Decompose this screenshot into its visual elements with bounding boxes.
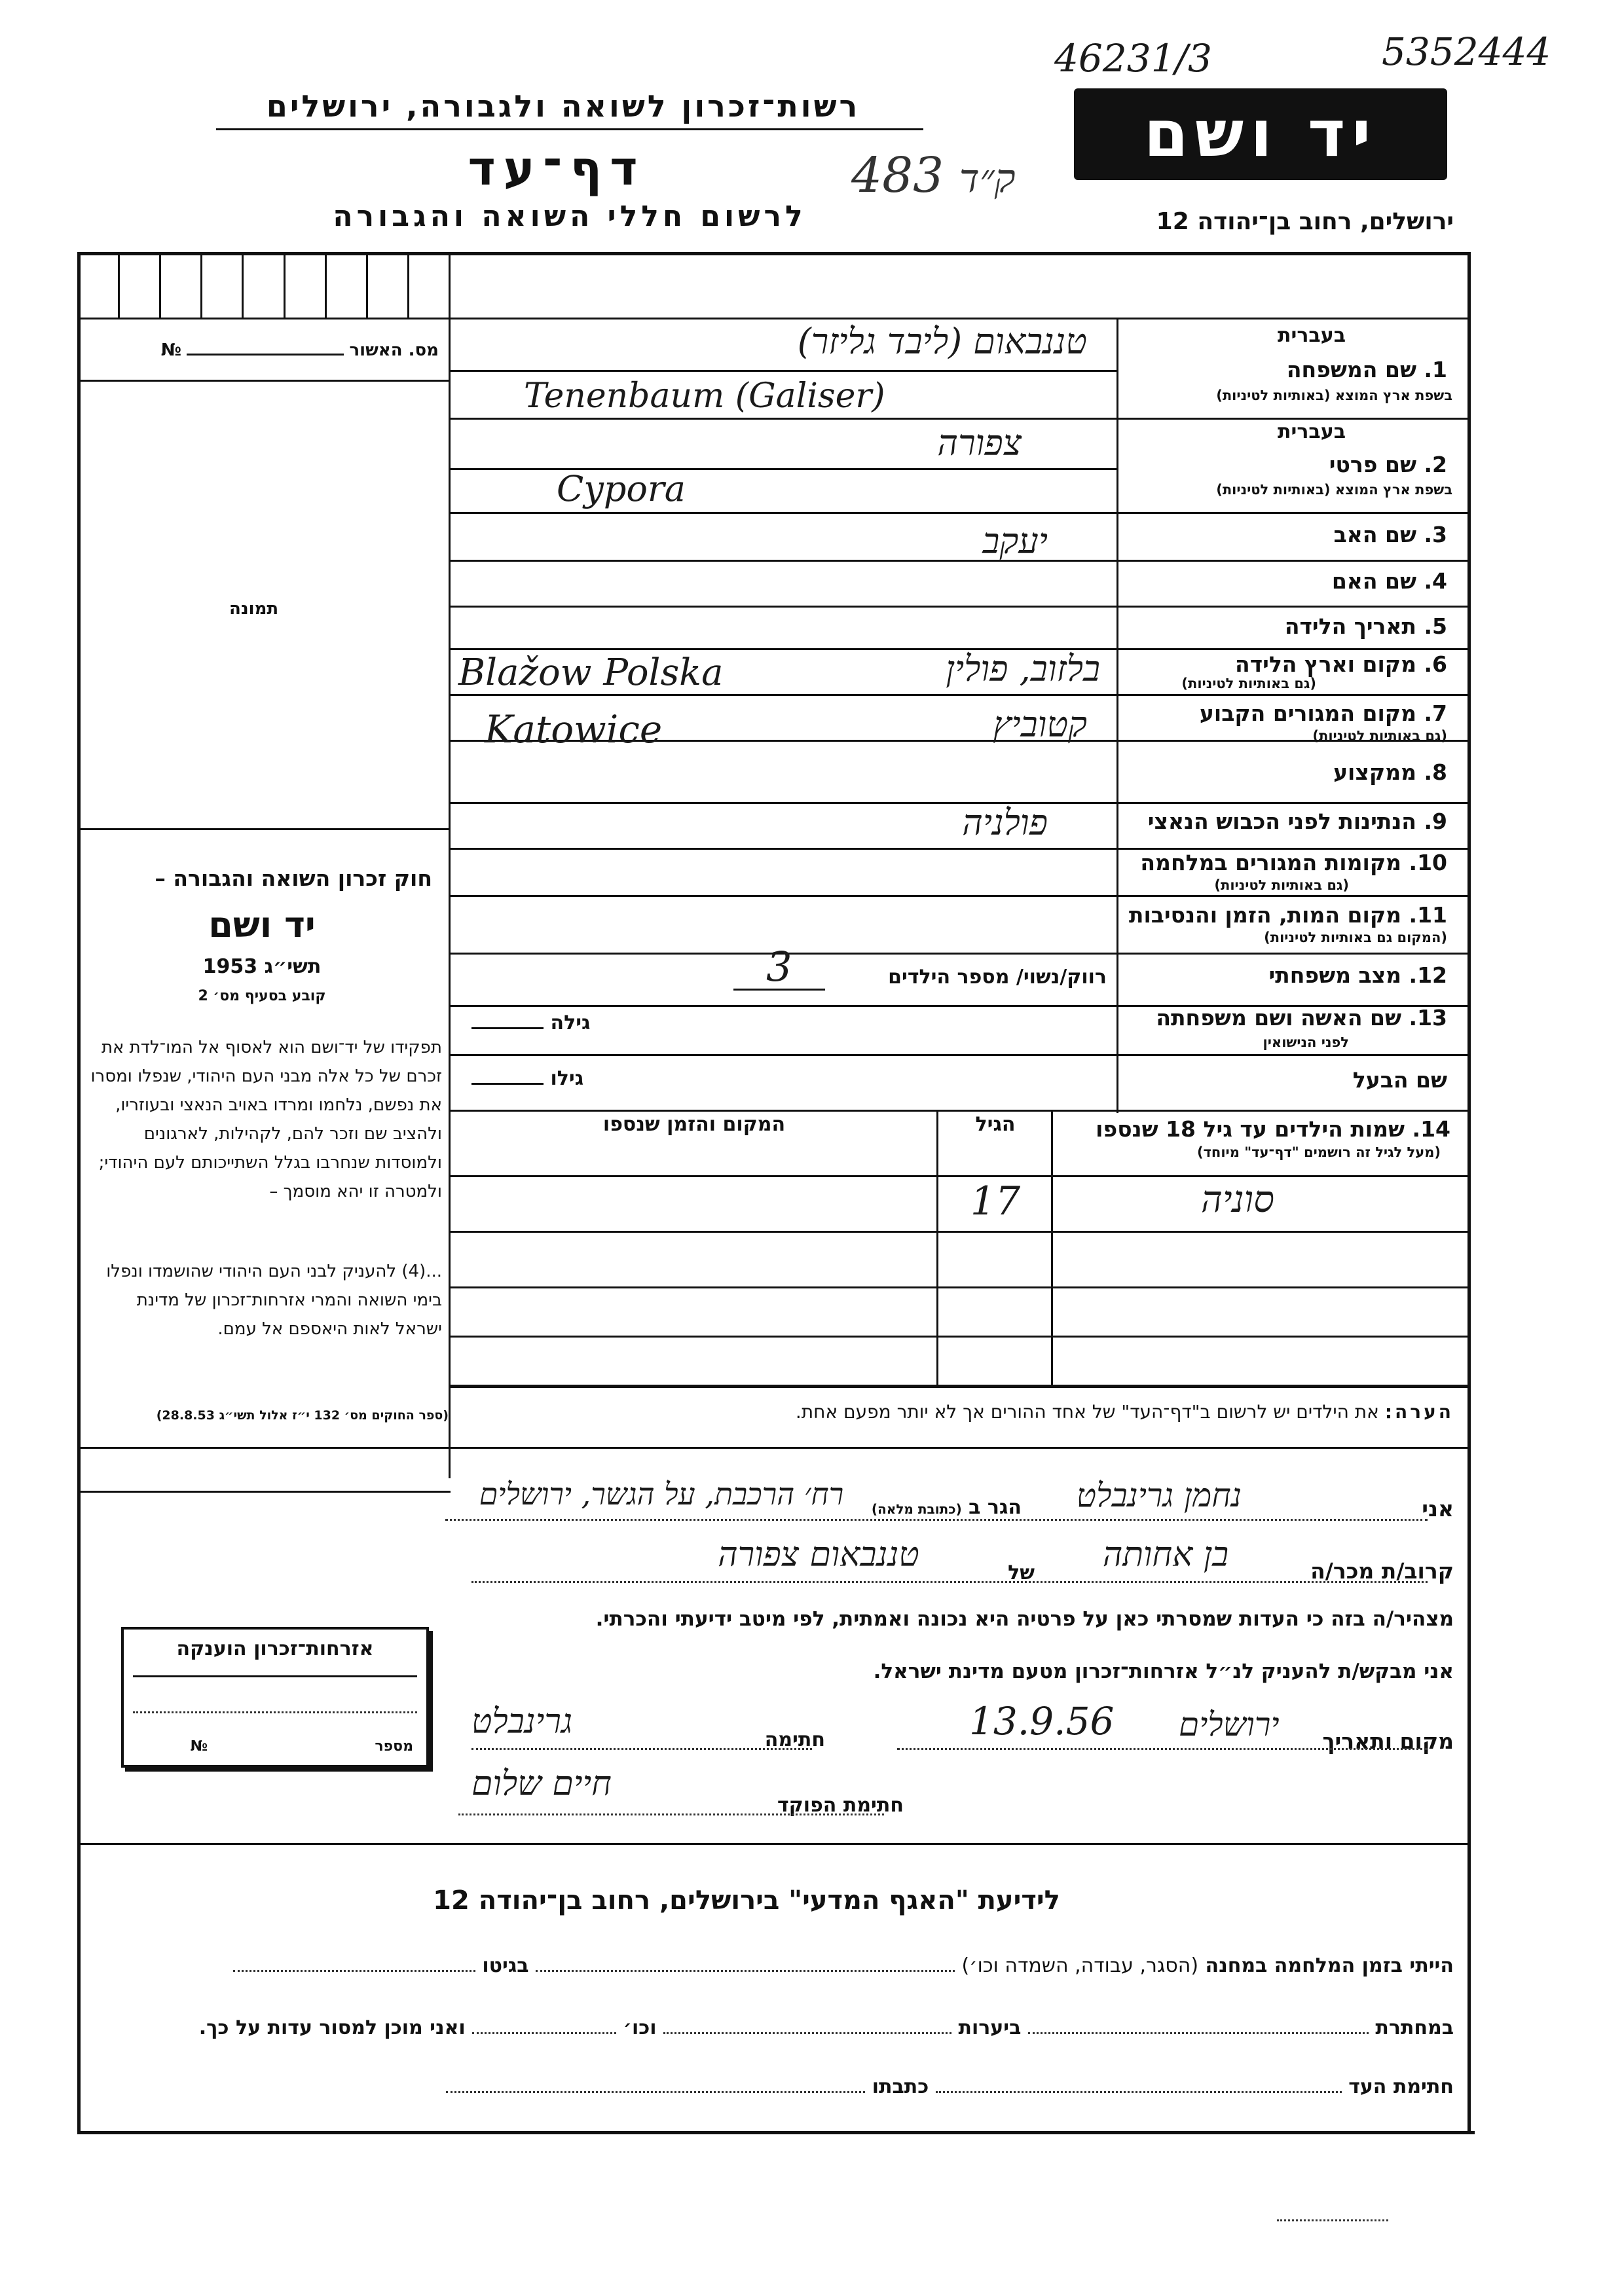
husband-age: גילו xyxy=(471,1067,583,1090)
child-1-age: 17 xyxy=(970,1178,1021,1224)
field-10-note: (גם באותיות לטיניות) xyxy=(1214,877,1349,893)
form-title: דף־עד xyxy=(468,141,646,196)
decl-address: רח׳ הרכבת, על הגשר, ירושלים xyxy=(479,1476,844,1512)
field-10-label: 10. מקומות המגורים במלחמה xyxy=(1140,850,1447,875)
husband-label: שם הבעל xyxy=(1352,1067,1447,1093)
law-name: יד ושם xyxy=(208,904,316,945)
decl-statement-2: אני מבקש/ת להעניק לנ״ל אזרחות־זכרון מטעם מדינת ישראל. xyxy=(873,1660,1454,1683)
form-subtitle: לרשום חללי השואה והגבורה xyxy=(333,200,807,233)
field-7-value-hebrew: קטוביץ xyxy=(993,704,1087,745)
field-2-value-latin: Cypora xyxy=(557,468,686,509)
citizenship-box xyxy=(121,1627,429,1768)
approval-row: מס. האשור № xyxy=(160,340,439,360)
footer-line-3: חתימת העד כתבתו xyxy=(105,2075,1454,2098)
remark: הערה: את הילדים יש לרשום ב"דף־העד" של אחד ההורים אך לא יותר מפעם אחת. xyxy=(795,1401,1454,1423)
field-9-value: פולניה xyxy=(962,802,1048,843)
child-1-name: סוניה xyxy=(1201,1178,1274,1221)
law-text-2: ...(4) להעניק לבני העם היהודי שהושמדו ונפלו בימי השואה והמרי אזרחות־זכרון של מדינת ישראל לאות היאספם אל עמם. xyxy=(106,1262,442,1339)
children-age-header: הגיל xyxy=(975,1113,1016,1136)
law-text-1: תפקידו של יד־ושם הוא לאסוף אל המו־לדת את זכרם של כל אלה מבני העם היהודי, שנפלו ומסרו את נפשם, נלחמו ומרדו באויב הנאצי ובעוזריו, ולהציב שם וזכר להם, לקהילות, לארגונים ולמוסדות שנחרבו בגלל השתייכותם לעם היהודי; ולמטרה זו יהא מוסמך – xyxy=(90,1038,442,1201)
field-2-label: 2. שם פרטי xyxy=(1329,452,1447,477)
field-6-value-latin: Blažow Polska xyxy=(458,651,724,694)
authority-title: רשות־זכרון לשואה ולגבורה, ירושלים xyxy=(266,88,860,124)
decl-signature-label: חתימה xyxy=(764,1728,825,1751)
citizenship-number: מספר № xyxy=(190,1738,413,1755)
decl-relation: בן אחותה xyxy=(1102,1535,1229,1575)
footer-line-2: במחתרת ביערות וכו׳ ואני מוכן למסור עדות על כך. xyxy=(198,2016,1454,2039)
photo-label: תמונה xyxy=(229,599,279,619)
footer-line-1: הייתי בזמן המלחמה במחנה (הסגר, עבודה, השמדה וכו׳) בגיטו xyxy=(105,1954,1454,1977)
decl-date: 13.9.56 xyxy=(969,1699,1115,1743)
children-label: 14. שמות הילדים עד גיל 18 שנספו xyxy=(1096,1116,1450,1142)
decl-i-label: אני xyxy=(1422,1496,1454,1522)
decl-officer-signature: חיים שלום xyxy=(471,1764,612,1804)
field-12-children-value: 3 xyxy=(766,943,792,991)
yad-vashem-logo xyxy=(1074,88,1447,180)
field-9-label: 9. הנתינות לפני הכבוש הנאצי xyxy=(1147,809,1447,834)
field-12-options: רווק/נשוי/ מספר הילדים xyxy=(888,966,1107,989)
decl-statement-1: מצהיר/ה בזה כי העדות שמסרתי כאן על פרטיה היא נכונה ואמתית, לפי מיטב ידיעתי והכרתי. xyxy=(595,1607,1454,1631)
stamp-number: 483 ק״ד xyxy=(851,147,1016,204)
header-address: ירושלים, רחוב בן־יהודה 12 xyxy=(1156,208,1454,235)
decl-resides-label: הגר ב (כתובת מלאה) xyxy=(871,1496,1022,1519)
field-8-label: 8. ממקצוע xyxy=(1333,759,1447,785)
archive-ref-2: 5352444 xyxy=(1382,29,1551,74)
field-11-note: (המקום גם באותיות לטיניות) xyxy=(1264,930,1447,945)
field-1-label: 1. שם המשפחה xyxy=(1286,357,1447,382)
field-13-note: לפני הנישואין xyxy=(1263,1034,1349,1050)
decl-deceased: טננבאום צפורה xyxy=(718,1535,919,1575)
decl-place: ירושלים xyxy=(1179,1705,1280,1743)
decl-signature: גרינבלט xyxy=(471,1702,573,1741)
authority-underline xyxy=(216,128,923,130)
archive-ref: 46231/3 xyxy=(1054,36,1212,81)
children-note: (מעל לגיל זה רושמים "דף־עד" מיוחד) xyxy=(1196,1144,1441,1160)
citizenship-title: אזרחות־זכרון הוענקה xyxy=(176,1637,374,1660)
decl-of-label: של xyxy=(1008,1561,1035,1584)
field-13-label: 13. שם האשה ושם משפחתה xyxy=(1156,1005,1447,1030)
code-boxes xyxy=(79,255,449,318)
form-frame-shadow xyxy=(84,2131,1475,2134)
field-1-note: בשפת ארץ המוצא (באותיות לטיניות) xyxy=(1216,388,1452,403)
children-place-header: המקום והזמן שנספו xyxy=(602,1113,786,1136)
field-7-label: 7. מקום המגורים הקבוע xyxy=(1199,701,1447,726)
field-6-note: (גם באותיות לטיניות) xyxy=(1181,676,1316,691)
law-clause: קובע בסעיף מס׳ 2 xyxy=(198,988,326,1004)
field-2-value-hebrew: צפורה xyxy=(937,422,1022,464)
field-2-note: בשפת ארץ המוצא (באותיות לטיניות) xyxy=(1216,482,1452,498)
field-7-value-latin: Katowice xyxy=(485,707,663,752)
decl-place-date-label: מקום ותאריך xyxy=(1322,1728,1454,1754)
decl-relative-label: קרוב/ת מכר/ה xyxy=(1310,1558,1454,1584)
field-1-value-latin: Tenenbaum (Galiser) xyxy=(524,376,885,416)
field-3-value: יעקב xyxy=(982,520,1048,562)
field-6-value-hebrew: בלזוב, פולין xyxy=(946,648,1100,689)
field-1-value-hebrew: טננבאום (ליבד גליזר) xyxy=(797,321,1087,362)
law-citation: (ספר החוקים מס׳ 132 י״ז אלול תשי״ג 28.8.53) xyxy=(156,1408,449,1423)
decl-officer-label: חתימת הפוקד xyxy=(777,1794,904,1817)
law-year: תשי״ג 1953 xyxy=(202,955,322,978)
field-4-label: 4. שם האם xyxy=(1331,568,1447,594)
field-11-label: 11. מקום המות, הזמן והנסיבות xyxy=(1128,902,1447,928)
decl-witness-name: נחמן גרינבלט xyxy=(1076,1476,1242,1514)
field-7-note: (גם באותיות לטיניות) xyxy=(1312,728,1447,744)
field-13-age: גילה xyxy=(471,1011,590,1034)
field-5-label: 5. תאריך הלידה xyxy=(1284,613,1447,639)
field-12-label: 12. מצב משפחתי xyxy=(1268,962,1447,988)
field-2-hebrew-tag: בעברית xyxy=(1278,420,1346,443)
law-title: חוק זכרון השואה והגבורה – xyxy=(155,866,432,891)
field-6-label: 6. מקום וארץ הלידה xyxy=(1235,651,1447,677)
footer-title: לידיעת "האגף המדעי" בירושלים, רחוב בן־יהודה 12 xyxy=(433,1886,1060,1916)
logo-text: יד ושם xyxy=(1143,97,1378,172)
page-foot-mark xyxy=(1277,2219,1388,2221)
field-1-hebrew-tag: בעברית xyxy=(1278,324,1346,347)
field-3-label: 3. שם האב xyxy=(1333,522,1447,547)
